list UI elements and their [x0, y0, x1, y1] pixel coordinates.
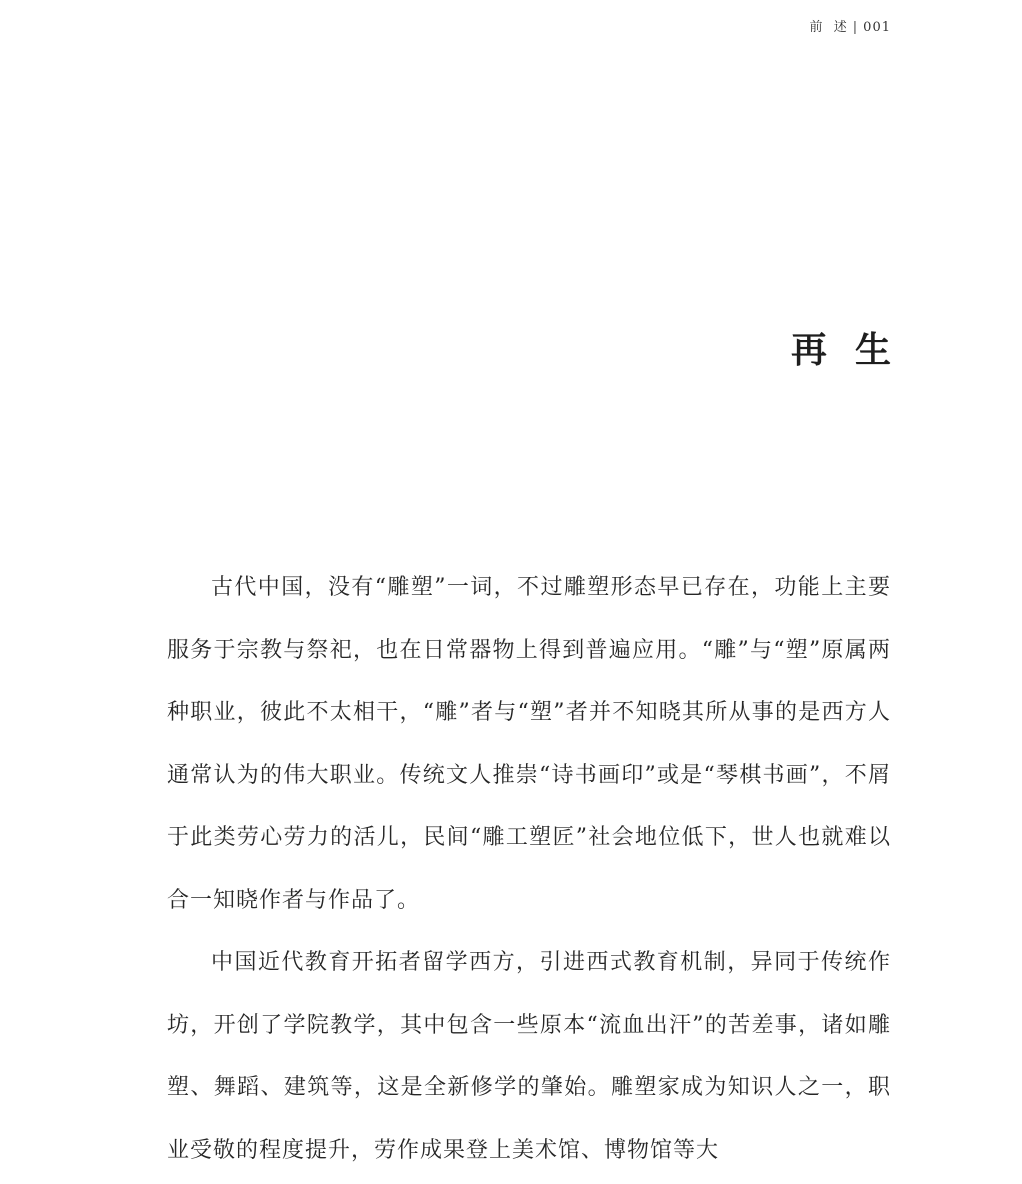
header-separator: | [852, 20, 859, 35]
paragraph-1: 古代中国，没有“雕塑”一词，不过雕塑形态早已存在，功能上主要服务于宗教与祭祀，也在日常器物上得到普遍应用。“雕”与“塑”原属两种职业，彼此不太相干，“雕”者与“塑”者并不知晓其所从事的是西方人通常认为的伟大职业。传统文人推崇“诗书画印”或是“琴棋书画”，不屑于此类劳心劳力的活儿，民间“雕工塑匠”社会地位低下，世人也就难以合一知晓作者与作品了。 [167, 575, 891, 913]
chapter-title: 再生 [790, 329, 919, 371]
page-number: 001 [863, 20, 891, 35]
running-header [810, 16, 891, 35]
paragraph-2: 中国近代教育开拓者留学西方，引进西式教育机制，异同于传统作坊，开创了学院教学，其中包含一些原本“流血出汗”的苦差事，诸如雕塑、舞蹈、建筑等，这是全新修学的肇始。雕塑家成为知识人之一，职业受敬的程度提升，劳作成果登上美术馆、博物馆等大 [167, 950, 891, 1163]
section-label: 前 述 [809, 20, 848, 35]
body-text [167, 557, 891, 1182]
